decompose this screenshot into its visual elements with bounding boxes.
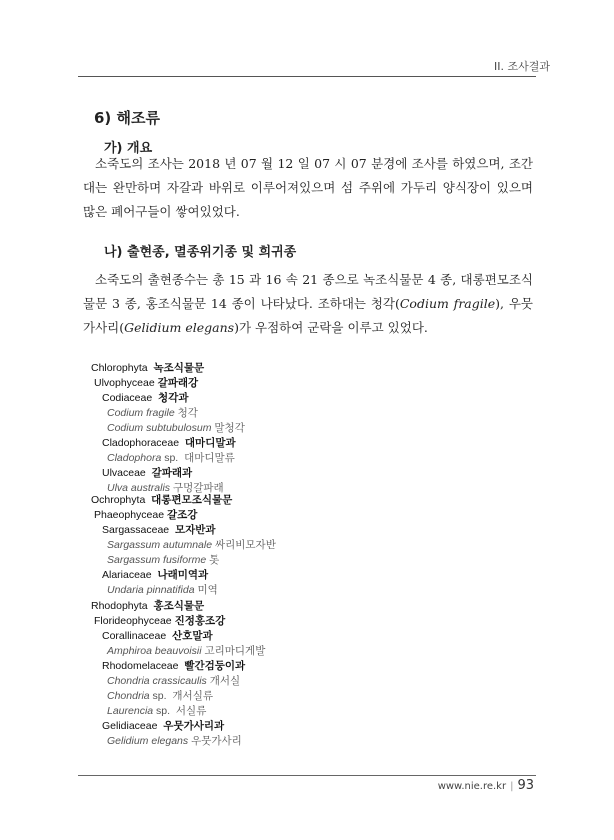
header-rule bbox=[78, 76, 536, 77]
taxon-family: Sargassaceae 모자반과 bbox=[102, 524, 216, 536]
taxon-phylum: Ochrophyta 대롱편모조식물문 bbox=[91, 494, 233, 506]
overview-text: 소죽도의 조사는 2018 년 07 월 12 일 07 시 07 분경에 조사를 하였으며, 조간대는 완만하며 자갈과 바위로 이루어져있으며 섬 주위에 가두리 양식장이 있으며 많은 폐어구들이 쌓여있었다. bbox=[83, 156, 533, 219]
taxon-family: Ulvaceae 갈파래과 bbox=[102, 467, 193, 479]
taxon-species: Undaria pinnatifida 미역 bbox=[107, 584, 218, 596]
footer-url[interactable]: www.nie.re.kr bbox=[437, 781, 507, 792]
taxon-species: Sargassum fusiforme 톳 bbox=[107, 554, 220, 566]
taxon-list-rhodophyta bbox=[0, 599, 614, 749]
species-sci-2: Gelidium elegans bbox=[124, 320, 235, 335]
footer bbox=[438, 778, 534, 793]
taxon-family: Gelidiaceae 우뭇가사리과 bbox=[102, 720, 225, 732]
taxon-family: Cladophoraceae 대마디말과 bbox=[102, 437, 236, 449]
taxon-species: Codium subtubulosum 말청각 bbox=[107, 422, 245, 434]
species-paragraph bbox=[83, 268, 533, 340]
taxon-species: Chondria crassicaulis 개서실 bbox=[107, 675, 241, 687]
taxon-species: Sargassum autumnale 싸리비모자반 bbox=[107, 539, 276, 551]
page-number: 93 bbox=[517, 778, 534, 793]
species-title: 나) 출현종, 멸종위기종 및 희귀종 bbox=[104, 245, 297, 260]
taxon-class: Phaeophyceae 갈조강 bbox=[94, 509, 198, 521]
taxon-species: Ulva australis 구멍갈파래 bbox=[107, 482, 224, 494]
species-text-1: 소죽도의 출현종수는 총 15 과 16 속 21 종으로 녹조식물문 4 종, 대롱편모조식물문 3 종, 홍조식물문 14 종이 나타났다. 조하대는 청각( bbox=[83, 272, 533, 311]
species-text-3: )가 우점하여 군락을 이루고 있었다. bbox=[234, 320, 428, 335]
overview-paragraph bbox=[83, 152, 533, 224]
taxon-list-ochrophyta bbox=[0, 493, 614, 598]
footer-rule bbox=[78, 775, 536, 776]
overview-title: 가) 개요 bbox=[104, 141, 153, 156]
taxon-family: Alariaceae 나래미역과 bbox=[102, 569, 209, 581]
taxon-family: Codiaceae 청각과 bbox=[102, 392, 189, 404]
taxon-species: Gelidium elegans 우뭇가사리 bbox=[107, 735, 242, 747]
species-text-2: ), 우뭇가사리( bbox=[83, 296, 533, 335]
taxon-class: Florideophyceae 진정홍조강 bbox=[94, 615, 226, 627]
taxon-species: Cladophora sp. 대마디말류 bbox=[107, 452, 235, 464]
taxon-species: Laurencia sp. 서실류 bbox=[107, 705, 207, 717]
taxon-family: Corallinaceae 산호말과 bbox=[102, 630, 213, 642]
taxon-species: Chondria sp. 개서실류 bbox=[107, 690, 213, 702]
species-sci-1: Codium fragile bbox=[399, 296, 496, 311]
footer-separator: | bbox=[510, 781, 514, 792]
section-title: 6) 해조류 bbox=[94, 109, 160, 127]
taxon-list-chlorophyta bbox=[0, 361, 614, 496]
taxon-species: Codium fragile 청각 bbox=[107, 407, 198, 419]
taxon-phylum: Rhodophyta 홍조식물문 bbox=[91, 600, 205, 612]
taxon-phylum: Chlorophyta 녹조식물문 bbox=[91, 362, 205, 374]
taxon-family: Rhodomelaceae 빨간검둥이과 bbox=[102, 660, 246, 672]
taxon-species: Amphiroa beauvoisii 고리마디게발 bbox=[107, 645, 266, 657]
running-head: II. 조사결과 bbox=[494, 60, 550, 73]
taxon-class: Ulvophyceae 갈파래강 bbox=[94, 377, 199, 389]
